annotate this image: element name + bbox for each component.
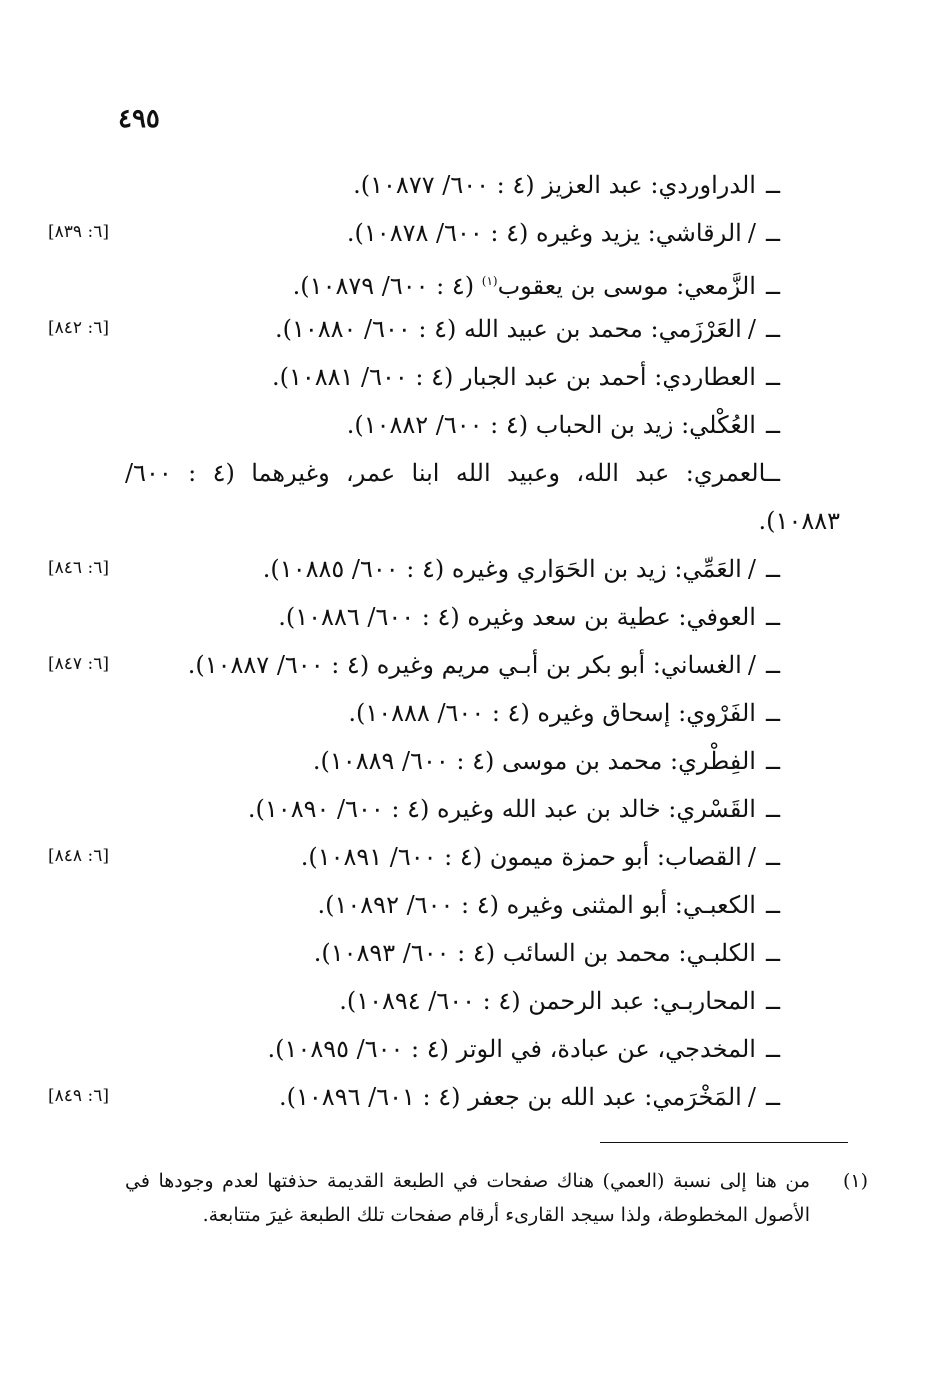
- footnote: [125, 1164, 868, 1232]
- entry-text: : أبو بكر بن أبـي مريم وغيره (٤ : ٦٠٠/ ١٠٨٨٧).: [187, 651, 661, 679]
- entry-text: : إسحاق وغيره (٤ : ٦٠٠/ ١٠٨٨٨).: [348, 699, 687, 727]
- entry-line: [279, 1080, 780, 1114]
- entry-dash: ــ: [765, 699, 780, 727]
- entry-dash: ــ: [765, 747, 780, 775]
- entry-text: (٤ : ٦٠٠/ ١٠٨٧٩).: [292, 272, 482, 300]
- entry-line: [125, 456, 780, 490]
- page-reference: [٦: ٨٣٩]: [48, 222, 109, 242]
- entry-text: ، عن عبادة، في الوتر (٤ : ٦٠٠/ ١٠٨٩٥).: [267, 1035, 666, 1063]
- entry-text: : زيد بن الحَوَاري وغيره (٤ : ٦٠٠/ ١٠٨٨٥).: [262, 555, 683, 583]
- page-reference: [٦: ٨٤٦]: [48, 558, 109, 578]
- entry-name: الرقاشي: [655, 219, 742, 247]
- entry-line: [263, 552, 780, 586]
- entry-dash: ــ: [765, 363, 780, 391]
- entry-text: : محمد بن موسى (٤ : ٦٠٠/ ١٠٨٨٩).: [312, 747, 679, 775]
- entry-line: [339, 984, 780, 1018]
- entry-name: الكلبـي: [686, 939, 756, 967]
- entry-line: [272, 360, 780, 394]
- page-reference: [٦: ٨٤٢]: [48, 318, 109, 338]
- entry-text: : خالد بن عبد الله وغيره (٤ : ٦٠٠/ ١٠٨٩٠).: [247, 795, 677, 823]
- page-reference: [٦: ٨٤٨]: [48, 846, 109, 866]
- footnote-separator: [600, 1142, 848, 1143]
- entry-text: : محمد بن السائب (٤ : ٦٠٠/ ١٠٨٩٣).: [313, 939, 687, 967]
- entry-dash: ــ: [765, 891, 780, 919]
- entry-line: [353, 168, 780, 202]
- page-reference: [٦: ٨٤٧]: [48, 654, 109, 674]
- entry-name: العَرْزَمي: [658, 315, 742, 343]
- entry-text: : أبو المثنى وغيره (٤ : ٦٠٠/ ١٠٨٩٢).: [317, 891, 683, 919]
- entry-line: [275, 312, 780, 346]
- entry-dash: ــ: [765, 1035, 780, 1063]
- entry-line: [318, 888, 781, 922]
- entry-dash: ــ: [765, 1083, 780, 1111]
- entry-text: : عبد الله، وعبيد الله ابنا عمر، وغيرهما (٤ : ٦٠٠/: [125, 459, 694, 487]
- entry-dash: ــ: [765, 219, 780, 247]
- entry-marker: /: [747, 555, 756, 583]
- entry-line: [188, 648, 780, 682]
- entry-text: : عطية بن سعد وغيره (٤ : ٦٠٠/ ١٠٨٨٦).: [278, 603, 687, 631]
- entry-dash: ــ: [765, 939, 780, 967]
- entry-line: [301, 840, 780, 874]
- entry-name: العمري: [693, 459, 766, 487]
- entry-line: [248, 792, 780, 826]
- footnote-number: (١): [842, 1170, 868, 1192]
- entry-text: : موسى بن يعقوب: [497, 272, 685, 300]
- entry-line: [313, 744, 780, 778]
- entry-marker: /: [747, 219, 756, 247]
- page-number: ٤٩٥: [118, 104, 160, 134]
- entry-name: العطاردي: [662, 363, 756, 391]
- entry-dash: ــ: [765, 987, 780, 1015]
- entry-line: [314, 936, 780, 970]
- entry-name: العَمِّي: [682, 555, 742, 583]
- entry-text: : أبو حمزة ميمون (٤ : ٦٠٠/ ١٠٨٩١).: [300, 843, 665, 871]
- entry-text: : محمد بن عبيد الله (٤ : ٦٠٠/ ١٠٨٨٠).: [274, 315, 659, 343]
- entry-name: القصاب: [665, 843, 742, 871]
- entry-name: الدراوردي: [658, 171, 756, 199]
- entry-name: الزَّمعي: [684, 272, 756, 300]
- entry-line: [348, 696, 780, 730]
- entry-name: الفَرْوي: [686, 699, 756, 727]
- entry-continuation: ١٠٨٨٣).: [758, 507, 840, 535]
- footnote-marker: (١): [481, 274, 498, 288]
- entry-text: : عبد الرحمن (٤ : ٦٠٠/ ١٠٨٩٤).: [339, 987, 660, 1015]
- entry-marker: /: [747, 1083, 756, 1111]
- entry-text: : عبد العزيز (٤ : ٦٠٠/ ١٠٨٧٧).: [353, 171, 659, 199]
- entry-dash: ــ: [765, 411, 780, 439]
- entry-dash: ــ: [765, 651, 780, 679]
- page-reference: [٦: ٨٤٩]: [48, 1086, 109, 1106]
- entry-name: المَخْرَمي: [652, 1083, 742, 1111]
- entry-line: [347, 408, 780, 442]
- entry-marker: /: [747, 843, 756, 871]
- entry-dash: ــ: [765, 315, 780, 343]
- entry-dash: ــ: [765, 555, 780, 583]
- entry-text: : زيد بن الحباب (٤ : ٦٠٠/ ١٠٨٨٢).: [346, 411, 690, 439]
- entry-marker: /: [747, 651, 756, 679]
- entry-text: : أحمد بن عبد الجبار (٤ : ٦٠٠/ ١٠٨٨١).: [271, 363, 663, 391]
- entry-dash: ــ: [765, 459, 780, 487]
- entry-marker: /: [747, 315, 756, 343]
- entry-dash: ــ: [765, 603, 780, 631]
- entry-name: الغساني: [660, 651, 742, 679]
- entry-name: العوفي: [686, 603, 756, 631]
- entry-name: القَسْري: [676, 795, 756, 823]
- entry-name: الفِطْري: [678, 747, 756, 775]
- entry-dash: ــ: [765, 795, 780, 823]
- entry-dash: ــ: [765, 843, 780, 871]
- entry-name: المخدجي: [665, 1035, 756, 1063]
- entry-name: الكعبـي: [682, 891, 756, 919]
- entry-name: المحاربـي: [659, 987, 756, 1015]
- entry-text: : يزيد وغيره (٤ : ٦٠٠/ ١٠٨٧٨).: [346, 219, 656, 247]
- entry-text: : عبد الله بن جعفر (٤ : ٦٠١/ ١٠٨٩٦).: [279, 1083, 653, 1111]
- entry-dash: ــ: [765, 272, 780, 300]
- entry-dash: ــ: [765, 171, 780, 199]
- footnote-text: من هنا إلى نسبة (العمي) هناك صفحات في الطبعة القديمة حذفتها لعدم وجودها في الأصول المخطوطة، ولذا سيجد القارىء أرقام صفحات تلك الطبعة غيرَ متتابعة.: [125, 1170, 810, 1226]
- entry-line: [278, 600, 780, 634]
- entry-line: [347, 216, 780, 250]
- entry-line: [293, 264, 780, 303]
- entry-name: العُكْلي: [689, 411, 756, 439]
- entry-line: [268, 1032, 780, 1066]
